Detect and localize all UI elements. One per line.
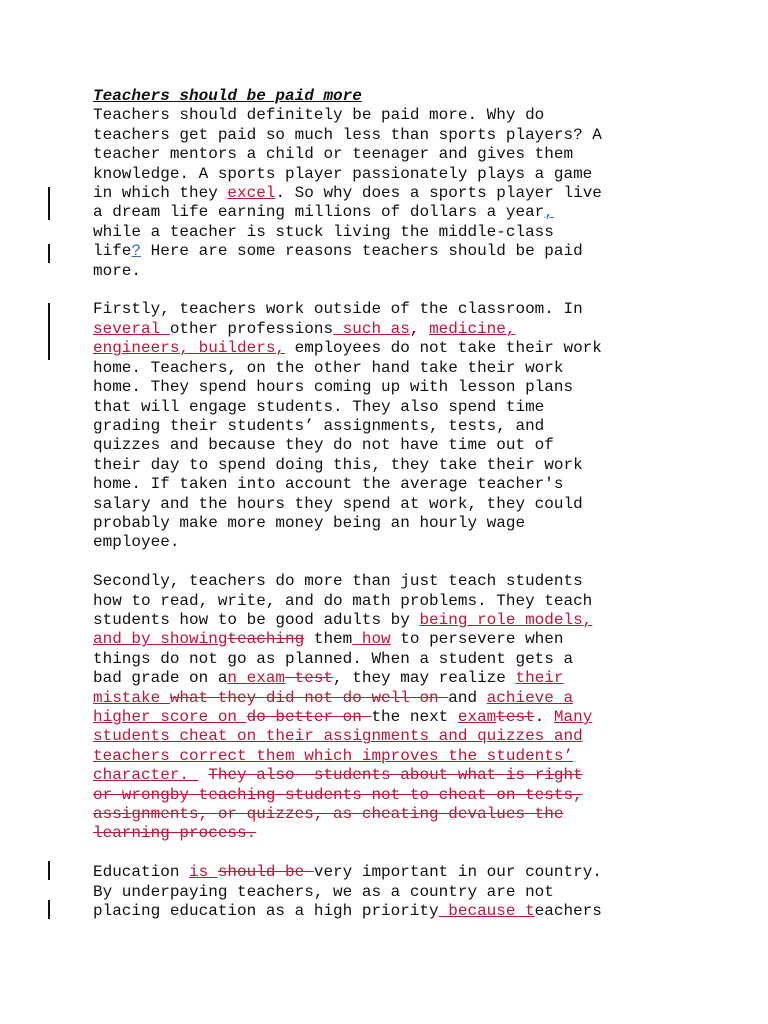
insertion: several xyxy=(93,319,170,338)
text-line: home. Teachers, on the other hand take their work xyxy=(93,358,564,377)
deletion: test xyxy=(285,669,334,688)
insertion: is xyxy=(189,863,218,882)
insertion: such as xyxy=(333,319,410,338)
text-run: the next xyxy=(371,708,458,726)
change-bar xyxy=(48,861,50,880)
insertion: teachers correct them which improves the students’ xyxy=(93,746,574,765)
text-run: . xyxy=(534,708,554,726)
text-line: home. If taken into account the average teacher's xyxy=(93,475,564,494)
text-run: eachers xyxy=(534,902,602,921)
insertion: higher score on xyxy=(93,708,247,726)
insertion: engineers, builders, xyxy=(93,339,286,358)
deletion: do better on xyxy=(246,708,372,726)
text-line: Firstly, teachers work outside of the classroom. In xyxy=(93,300,583,319)
change-bar xyxy=(48,303,50,360)
insertion: because t xyxy=(438,902,535,921)
text-run: placing education as a high priority xyxy=(93,902,439,921)
text-run: a dream life earning millions of dollars a year xyxy=(93,203,545,222)
text-run: bad grade on a xyxy=(93,669,228,688)
insertion: medicine, xyxy=(429,319,516,338)
deletion: what they did not do well on xyxy=(169,688,449,707)
insertion: how xyxy=(352,630,391,649)
document-body xyxy=(93,87,693,921)
text-line: By underpaying teachers, we as a country are not xyxy=(93,882,554,901)
insertion: ? xyxy=(131,242,142,261)
insertion: being role models, xyxy=(419,610,593,629)
text-line: things do not go as planned. When a student gets a xyxy=(93,649,574,668)
text-line: home. They spend hours coming up with lesson plans xyxy=(93,378,574,397)
text-run: . So why does a sports player live xyxy=(275,184,602,203)
insertion: students cheat on their assignments and quizzes and xyxy=(93,727,583,746)
text-run: life xyxy=(93,242,132,261)
deletion: teaching xyxy=(227,630,305,649)
text-run: and xyxy=(448,688,487,707)
insertion: mistake xyxy=(93,688,170,707)
change-bar xyxy=(48,244,50,263)
insertion: and by showing xyxy=(93,630,228,649)
text-line: probably make more money being an hourly wage xyxy=(93,513,526,532)
text-run: , they may realize xyxy=(333,669,516,688)
text-line: knowledge. A sports player passionately plays a game xyxy=(93,164,593,183)
insertion: character. xyxy=(93,766,199,785)
text-line: while a teacher is stuck living the middle-class xyxy=(93,222,554,241)
insertion: their xyxy=(515,669,564,688)
document-title: Teachers should be paid more xyxy=(93,87,362,105)
text-line: that will engage students. They also spend time xyxy=(93,397,545,416)
text-run: very important in our country. xyxy=(313,863,602,882)
text-line: teacher mentors a child or teenager and gives them xyxy=(93,145,574,164)
deletion: They also students about what is right xyxy=(208,766,583,785)
text-run xyxy=(199,766,209,784)
deletion: learning process. xyxy=(93,824,257,843)
text-run: employees do not take their work xyxy=(285,339,602,358)
text-line: teachers get paid so much less than sports players? A xyxy=(93,125,602,144)
text-run: , xyxy=(409,319,430,338)
text-run: Here are some reasons teachers should be paid xyxy=(141,242,583,261)
insertion: Many xyxy=(553,708,593,726)
deletion: should be xyxy=(217,863,314,882)
text-line: employee. xyxy=(93,533,180,552)
text-line: quizzes and because they do not have time out of xyxy=(93,436,554,455)
insertion: , xyxy=(544,203,554,222)
insertion: excel xyxy=(227,184,276,203)
change-bar xyxy=(48,900,50,919)
text-line: salary and the hours they spend at work, they could xyxy=(93,494,583,513)
text-line: their day to spend doing this, they take their work xyxy=(93,455,583,474)
insertion: n exam xyxy=(227,669,286,688)
text-run: students how to be good adults by xyxy=(93,610,420,629)
deletion: or wrongby teaching students not to cheat on tests, xyxy=(93,785,583,804)
text-run: in which they xyxy=(93,184,228,203)
text-run: other professions xyxy=(169,319,334,338)
text-run: them xyxy=(304,630,353,649)
text-line: more. xyxy=(93,261,142,280)
deletion: test xyxy=(496,708,535,726)
text-run: Education xyxy=(93,863,190,882)
text-line: Secondly, teachers do more than just teach students xyxy=(93,572,583,591)
insertion: exam xyxy=(457,708,497,726)
text-line: grading their students’ assignments, tests, and xyxy=(93,416,545,435)
change-bar xyxy=(48,187,50,220)
text-line: Teachers should definitely be paid more. Why do xyxy=(93,106,545,125)
deletion: assignments, or quizzes, as cheating devalues the xyxy=(93,805,564,824)
insertion: achieve a xyxy=(486,688,574,707)
text-run: to persevere when xyxy=(390,630,564,649)
text-line: how to read, write, and do math problems. They teach xyxy=(93,591,593,610)
